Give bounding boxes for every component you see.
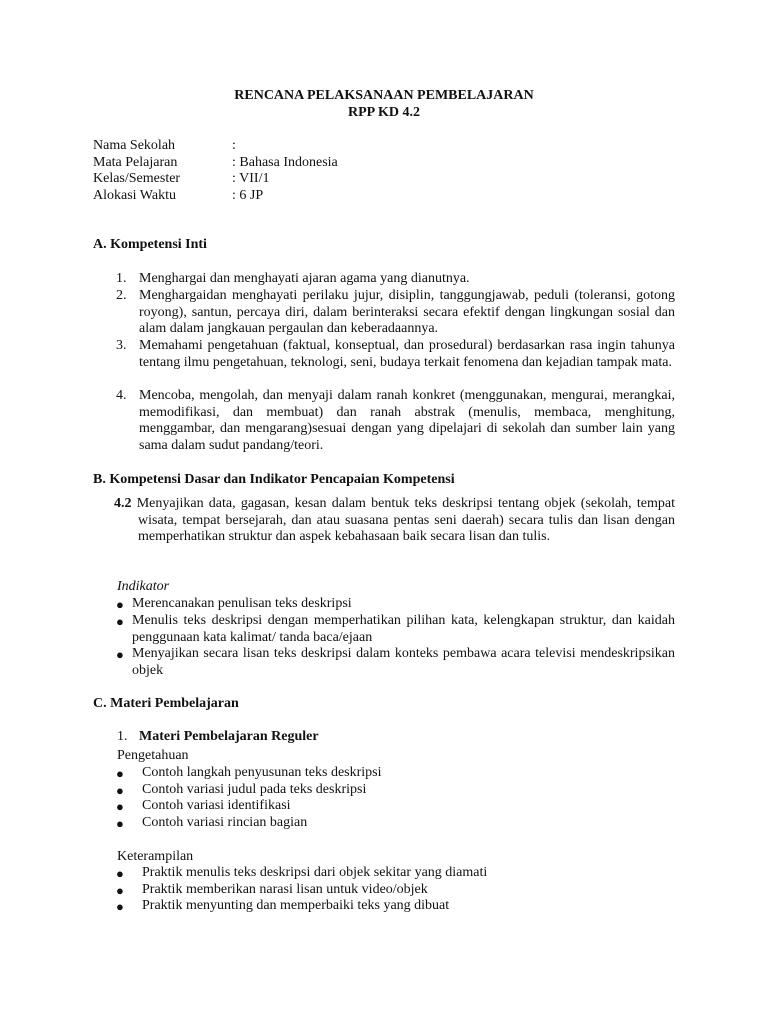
- section-c-heading: C. Materi Pembelajaran: [93, 696, 239, 711]
- identity-value: : 6 JP: [232, 188, 264, 203]
- identity-row: [93, 171, 269, 188]
- identity-label: Alokasi Waktu: [93, 188, 176, 203]
- list-item: Menghargaidan menghayati perilaku jujur, disiplin, tanggungjawab, peduli (toleransi, gotong royong), santun, percaya diri, dalam berinteraksi secara efektif dengan lingkungan sosial dan alam dalam jangkauan pergaulan dan keberadaannya.: [139, 288, 675, 337]
- list-number: 4.: [116, 388, 127, 403]
- sub-title: Materi Pembelajaran Reguler: [139, 729, 319, 744]
- identity-value: : Bahasa Indonesia: [232, 155, 338, 170]
- bullet-icon: ●: [116, 647, 124, 662]
- pengetahuan-label: Pengetahuan: [117, 748, 189, 763]
- indikator-label: Indikator: [117, 579, 170, 594]
- bullet-icon: ●: [116, 883, 124, 898]
- list-number: 2.: [116, 288, 127, 303]
- identity-label: Kelas/Semester: [93, 171, 181, 186]
- kd-text-first: Menyajikan data, gagasan, kesan dalam bentuk teks deskripsi tentang objek (sekolah, tempat wisata, tempat bersejarah, dan atau suasana pentas seni daerah) secara tulis dan lisan dengan memperhatikan struktur dan aspek kebahasaan baik secara lisan dan tulis.: [131, 496, 675, 545]
- identity-label: Nama Sekolah: [93, 138, 176, 153]
- doc-title: RENCANA PELAKSANAAN PEMBELAJARAN: [234, 88, 534, 103]
- keterampilan-label: Keterampilan: [117, 849, 194, 864]
- identity-row: [93, 188, 263, 205]
- bullet-icon: ●: [116, 766, 124, 781]
- sub-number: 1.: [117, 729, 128, 744]
- list-item: Praktik menulis teks deskripsi dari objek sekitar yang diamati: [142, 865, 488, 880]
- bullet-icon: ●: [116, 816, 124, 831]
- bullet-icon: ●: [116, 783, 124, 798]
- section-b-heading: B. Kompetensi Dasar dan Indikator Pencapaian Kompetensi: [93, 472, 455, 487]
- list-number: 1.: [116, 271, 127, 286]
- list-item: Mencoba, mengolah, dan menyaji dalam ranah konkret (menggunakan, mengurai, merangkai, memodifikasi, dan membuat) dan ranah abstrak (menulis, membaca, menghitung, menggambar, dan mengarang)sesuai dengan yang dipelajari di sekolah dan sumber lain yang sama dalam sudut pandang/teori.: [139, 388, 675, 453]
- list-item: Contoh variasi identifikasi: [142, 798, 291, 813]
- identity-value: :: [232, 138, 236, 153]
- list-item: Contoh variasi judul pada teks deskripsi: [142, 782, 367, 797]
- bullet-icon: ●: [116, 597, 124, 612]
- doc-subtitle: RPP KD 4.2: [348, 105, 420, 120]
- bullet-icon: ●: [116, 799, 124, 814]
- list-item: Menghargai dan menghayati ajaran agama yang dianutnya.: [139, 271, 470, 286]
- list-item: Praktik memberikan narasi lisan untuk video/objek: [142, 882, 428, 897]
- kd-paragraph: [114, 496, 675, 546]
- section-a-heading: A. Kompetensi Inti: [93, 237, 207, 252]
- list-item: Menulis teks deskripsi dengan memperhatikan pilihan kata, kelengkapan struktur, dan kaidah penggunaan kata kalimat/ tanda baca/ejaan: [132, 613, 675, 645]
- bullet-icon: ●: [116, 614, 124, 629]
- list-item: Memahami pengetahuan (faktual, konseptual, dan prosedural) berdasarkan rasa ingin tahunya tentang ilmu pengetahuan, teknologi, seni, budaya terkait fenomena dan kejadian tampak mata.: [139, 338, 675, 370]
- kd-number: 4.2: [114, 496, 132, 511]
- identity-label: Mata Pelajaran: [93, 155, 178, 170]
- identity-row: [93, 155, 338, 172]
- list-item: Merencanakan penulisan teks deskripsi: [132, 596, 352, 611]
- list-item: Contoh langkah penyusunan teks deskripsi: [142, 765, 382, 780]
- list-number: 3.: [116, 338, 127, 353]
- bullet-icon: ●: [116, 899, 124, 914]
- identity-value: : VII/1: [232, 171, 270, 186]
- list-item: Menyajikan secara lisan teks deskripsi dalam konteks pembawa acara televisi mendeskripsikan objek: [132, 646, 675, 678]
- list-item: Praktik menyunting dan memperbaiki teks yang dibuat: [142, 898, 450, 913]
- list-item: Contoh variasi rincian bagian: [142, 815, 308, 830]
- bullet-icon: ●: [116, 866, 124, 881]
- identity-row: [93, 138, 236, 155]
